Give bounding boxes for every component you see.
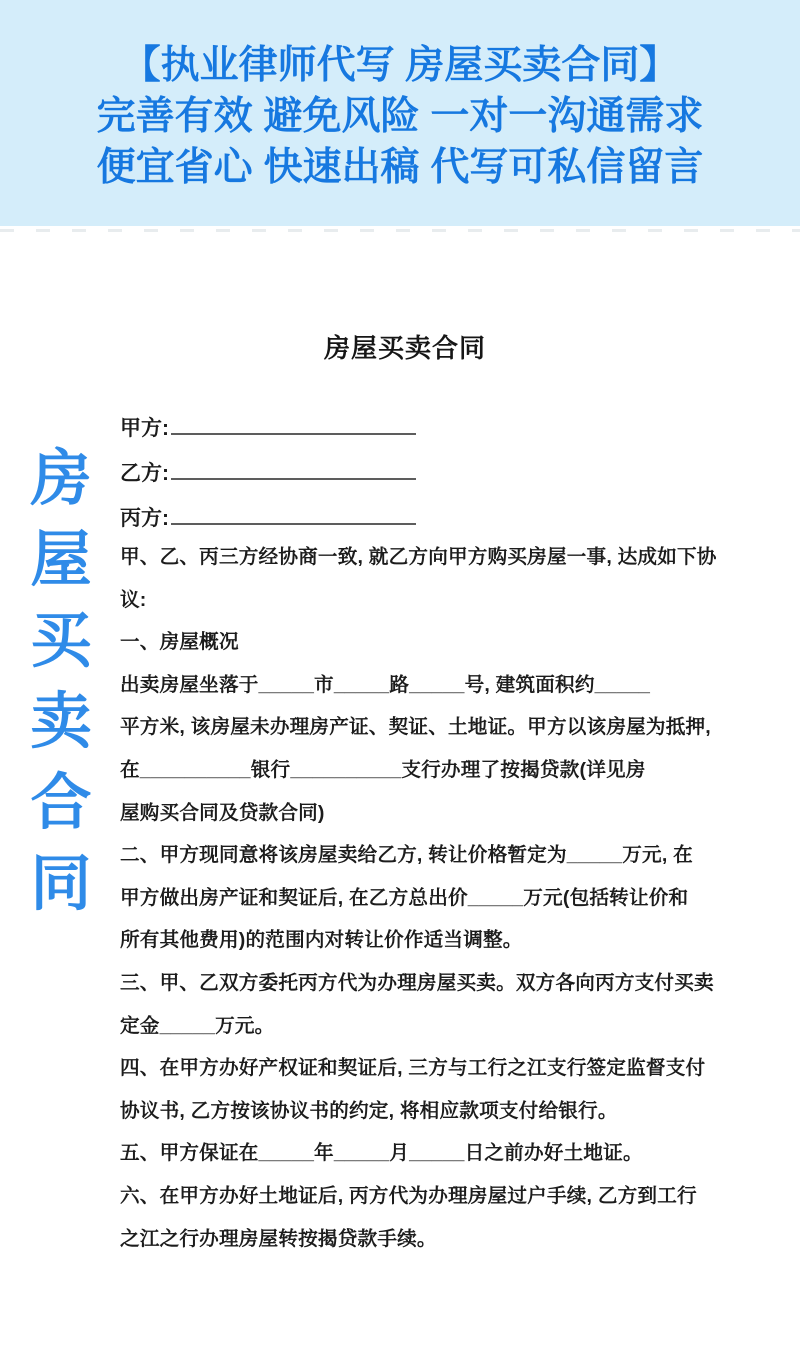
contract-line: 一、房屋概况 — [120, 631, 239, 654]
contract-line: 三、甲、乙双方委托丙方代为办理房屋买卖。双方各向丙方支付买卖 — [120, 971, 714, 994]
party-row-jiafang — [120, 406, 690, 451]
watermark-char: 屋 — [30, 525, 92, 593]
contract-body — [120, 536, 717, 1260]
contract-parties — [120, 406, 690, 541]
contract-line: 议: — [120, 588, 147, 611]
contract-title: 房屋买卖合同 — [323, 333, 486, 363]
watermark-char: 卖 — [30, 687, 92, 755]
watermark-char: 合 — [30, 768, 92, 836]
contract-line: 定金_____万元。 — [120, 1014, 275, 1037]
contract-line: 屋购买合同及贷款合同) — [120, 801, 325, 824]
party-blank-line — [171, 497, 416, 525]
contract-line: 五、甲方保证在_____年_____月_____日之前办好土地证。 — [120, 1142, 643, 1165]
contract-line: 之江之行办理房屋转按揭贷款手续。 — [120, 1227, 437, 1250]
vertical-watermark-title — [20, 438, 102, 924]
ad-banner-line-1: 【执业律师代写 房屋买卖合同】 — [121, 43, 679, 87]
watermark-char: 同 — [30, 849, 92, 917]
watermark-char: 买 — [30, 606, 92, 674]
party-blank-line — [171, 452, 416, 480]
contract-line: 所有其他费用)的范围内对转让价作适当调整。 — [120, 929, 523, 952]
party-row-yifang — [120, 451, 690, 496]
banner-divider — [0, 229, 800, 232]
contract-line: 二、甲方现同意将该房屋卖给乙方, 转让价格暂定为_____万元, 在 — [120, 844, 693, 867]
contract-line: 六、在甲方办好土地证后, 丙方代为办理房屋过户手续, 乙方到工行 — [120, 1184, 697, 1207]
contract-line: 甲、乙、丙三方经协商一致, 就乙方向甲方购买房屋一事, 达成如下协 — [120, 546, 717, 568]
party-blank-line — [171, 407, 416, 435]
contract-line: 甲方做出房产证和契证后, 在乙方总出价_____万元(包括转让价和 — [120, 886, 689, 909]
party-label: 甲方: — [120, 417, 169, 440]
ad-banner — [0, 0, 800, 226]
ad-banner-line-3: 便宜省心 快速出稿 代写可私信留言 — [96, 145, 704, 189]
party-row-bingfang — [120, 496, 690, 541]
watermark-char: 房 — [30, 444, 92, 512]
contract-line: 协议书, 乙方按该协议书的约定, 将相应款项支付给银行。 — [120, 1099, 618, 1122]
contract-line: 出卖房屋坐落于_____市_____路_____号, 建筑面积约_____ — [120, 673, 651, 696]
contract-line: 在__________银行__________支行办理了按揭贷款(详见房 — [120, 758, 646, 781]
party-label: 乙方: — [120, 462, 169, 485]
ad-banner-line-2: 完善有效 避免风险 一对一沟通需求 — [96, 94, 704, 138]
party-label: 丙方: — [120, 507, 169, 530]
contract-line: 平方米, 该房屋未办理房产证、契证、土地证。甲方以该房屋为抵押, — [120, 716, 711, 739]
contract-line: 四、在甲方办好产权证和契证后, 三方与工行之江支行签定监督支付 — [120, 1057, 706, 1080]
